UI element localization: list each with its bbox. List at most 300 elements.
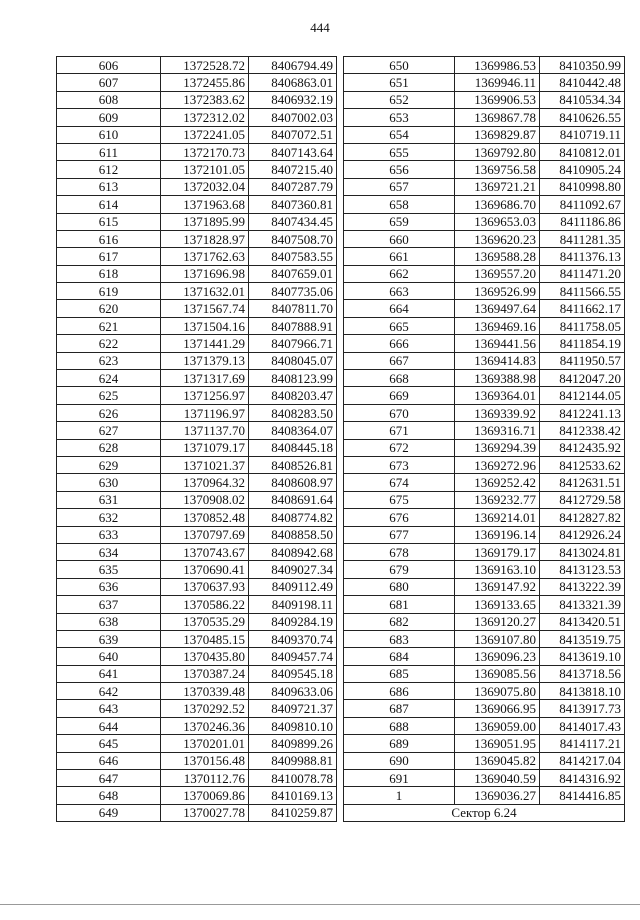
table-row (344, 230, 625, 247)
point-number-cell: 667 (344, 352, 455, 369)
point-number-cell: 608 (57, 91, 161, 108)
point-number-cell: 653 (344, 109, 455, 126)
point-number-cell: 633 (57, 526, 161, 543)
point-number-cell: 676 (344, 509, 455, 526)
y-coordinate-cell: 8411758.05 (540, 317, 625, 334)
y-coordinate-cell: 8409457.74 (249, 648, 337, 665)
point-number-cell: 664 (344, 300, 455, 317)
point-number-cell: 619 (57, 283, 161, 300)
point-number-cell: 613 (57, 178, 161, 195)
x-coordinate-cell: 1369756.58 (455, 161, 540, 178)
y-coordinate-cell: 8413519.75 (540, 630, 625, 647)
table-row (344, 161, 625, 178)
point-number-cell: 635 (57, 561, 161, 578)
point-number-cell: 688 (344, 717, 455, 734)
table-row (57, 404, 337, 421)
point-number-cell: 615 (57, 213, 161, 230)
point-number-cell: 616 (57, 230, 161, 247)
x-coordinate-cell: 1371379.13 (161, 352, 249, 369)
x-coordinate-cell: 1370112.76 (161, 770, 249, 787)
x-coordinate-cell: 1371632.01 (161, 283, 249, 300)
point-number-cell: 618 (57, 265, 161, 282)
y-coordinate-cell: 8408123.99 (249, 370, 337, 387)
point-number-cell: 1 (344, 787, 455, 804)
point-number-cell: 614 (57, 196, 161, 213)
y-coordinate-cell: 8409721.37 (249, 700, 337, 717)
point-number-cell: 662 (344, 265, 455, 282)
y-coordinate-cell: 8407811.70 (249, 300, 337, 317)
x-coordinate-cell: 1369469.16 (455, 317, 540, 334)
table-row (344, 770, 625, 787)
y-coordinate-cell: 8413619.10 (540, 648, 625, 665)
table-row (57, 161, 337, 178)
y-coordinate-cell: 8406932.19 (249, 91, 337, 108)
table-row (344, 700, 625, 717)
y-coordinate-cell: 8409284.19 (249, 613, 337, 630)
table-row (57, 213, 337, 230)
point-number-cell: 657 (344, 178, 455, 195)
x-coordinate-cell: 1369620.23 (455, 230, 540, 247)
table-row (57, 630, 337, 647)
table-row (344, 317, 625, 334)
table-row (57, 700, 337, 717)
table-row (344, 91, 625, 108)
table-row (344, 126, 625, 143)
y-coordinate-cell: 8412338.42 (540, 422, 625, 439)
x-coordinate-cell: 1369232.77 (455, 491, 540, 508)
point-number-cell: 630 (57, 474, 161, 491)
point-number-cell: 678 (344, 543, 455, 560)
y-coordinate-cell: 8412435.92 (540, 439, 625, 456)
point-number-cell: 637 (57, 596, 161, 613)
table-row (344, 752, 625, 769)
x-coordinate-cell: 1371895.99 (161, 213, 249, 230)
point-number-cell: 625 (57, 387, 161, 404)
point-number-cell: 638 (57, 613, 161, 630)
point-number-cell: 648 (57, 787, 161, 804)
point-number-cell: 610 (57, 126, 161, 143)
x-coordinate-cell: 1370201.01 (161, 735, 249, 752)
point-number-cell: 651 (344, 74, 455, 91)
x-coordinate-cell: 1369829.87 (455, 126, 540, 143)
table-row (344, 370, 625, 387)
y-coordinate-cell: 8412827.82 (540, 509, 625, 526)
table-row (57, 91, 337, 108)
page-number: 444 (310, 20, 330, 35)
table-row (57, 335, 337, 352)
point-number-cell: 643 (57, 700, 161, 717)
y-coordinate-cell: 8413222.39 (540, 578, 625, 595)
y-coordinate-cell: 8406794.49 (249, 57, 337, 74)
x-coordinate-cell: 1370797.69 (161, 526, 249, 543)
x-coordinate-cell: 1370069.86 (161, 787, 249, 804)
point-number-cell: 680 (344, 578, 455, 595)
x-coordinate-cell: 1369075.80 (455, 683, 540, 700)
point-number-cell: 626 (57, 404, 161, 421)
y-coordinate-cell: 8407143.64 (249, 143, 337, 160)
table-row (344, 509, 625, 526)
x-coordinate-cell: 1369316.71 (455, 422, 540, 439)
table-row (57, 248, 337, 265)
point-number-cell: 647 (57, 770, 161, 787)
table-row (344, 335, 625, 352)
table-row (57, 74, 337, 91)
point-number-cell: 675 (344, 491, 455, 508)
point-number-cell: 665 (344, 317, 455, 334)
point-number-cell: 634 (57, 543, 161, 560)
point-number-cell: 645 (57, 735, 161, 752)
table-row (57, 613, 337, 630)
table-row (344, 665, 625, 682)
y-coordinate-cell: 8410442.48 (540, 74, 625, 91)
point-number-cell: 654 (344, 126, 455, 143)
table-row (344, 543, 625, 560)
y-coordinate-cell: 8407659.01 (249, 265, 337, 282)
x-coordinate-cell: 1369686.70 (455, 196, 540, 213)
y-coordinate-cell: 8414117.21 (540, 735, 625, 752)
point-number-cell: 636 (57, 578, 161, 595)
x-coordinate-cell: 1369497.64 (455, 300, 540, 317)
x-coordinate-cell: 1369653.03 (455, 213, 540, 230)
point-number-cell: 677 (344, 526, 455, 543)
y-coordinate-cell: 8411092.67 (540, 196, 625, 213)
x-coordinate-cell: 1369526.99 (455, 283, 540, 300)
table-row (57, 283, 337, 300)
x-coordinate-cell: 1369339.92 (455, 404, 540, 421)
table-row (57, 491, 337, 508)
table-row (57, 787, 337, 804)
table-row (344, 74, 625, 91)
x-coordinate-cell: 1369946.11 (455, 74, 540, 91)
table-row (57, 526, 337, 543)
point-number-cell: 672 (344, 439, 455, 456)
x-coordinate-cell: 1370743.67 (161, 543, 249, 560)
point-number-cell: 632 (57, 509, 161, 526)
y-coordinate-cell: 8407287.79 (249, 178, 337, 195)
point-number-cell: 690 (344, 752, 455, 769)
table-row (344, 387, 625, 404)
point-number-cell: 641 (57, 665, 161, 682)
x-coordinate-cell: 1371196.97 (161, 404, 249, 421)
table-row (344, 248, 625, 265)
table-row (57, 561, 337, 578)
x-coordinate-cell: 1371441.29 (161, 335, 249, 352)
y-coordinate-cell: 8410812.01 (540, 143, 625, 160)
y-coordinate-cell: 8412533.62 (540, 456, 625, 473)
point-number-cell: 609 (57, 109, 161, 126)
x-coordinate-cell: 1370535.29 (161, 613, 249, 630)
x-coordinate-cell: 1371828.97 (161, 230, 249, 247)
table-row (344, 787, 625, 804)
table-row (344, 265, 625, 282)
point-number-cell: 640 (57, 648, 161, 665)
y-coordinate-cell: 8410719.11 (540, 126, 625, 143)
x-coordinate-cell: 1370156.48 (161, 752, 249, 769)
table-row (57, 265, 337, 282)
y-coordinate-cell: 8407002.03 (249, 109, 337, 126)
x-coordinate-cell: 1369792.80 (455, 143, 540, 160)
y-coordinate-cell: 8412241.13 (540, 404, 625, 421)
x-coordinate-cell: 1370387.24 (161, 665, 249, 682)
x-coordinate-cell: 1369986.53 (455, 57, 540, 74)
table-row (57, 196, 337, 213)
point-number-cell: 669 (344, 387, 455, 404)
point-number-cell: 620 (57, 300, 161, 317)
y-coordinate-cell: 8412631.51 (540, 474, 625, 491)
y-coordinate-cell: 8414416.85 (540, 787, 625, 804)
x-coordinate-cell: 1369906.53 (455, 91, 540, 108)
y-coordinate-cell: 8407888.91 (249, 317, 337, 334)
point-number-cell: 686 (344, 683, 455, 700)
y-coordinate-cell: 8410259.87 (249, 804, 337, 821)
y-coordinate-cell: 8407966.71 (249, 335, 337, 352)
point-number-cell: 661 (344, 248, 455, 265)
table-row (57, 717, 337, 734)
table-row (57, 178, 337, 195)
y-coordinate-cell: 8413420.51 (540, 613, 625, 630)
x-coordinate-cell: 1369096.23 (455, 648, 540, 665)
point-number-cell: 689 (344, 735, 455, 752)
table-row (344, 735, 625, 752)
table-row (344, 613, 625, 630)
point-number-cell: 682 (344, 613, 455, 630)
point-number-cell: 652 (344, 91, 455, 108)
x-coordinate-cell: 1369588.28 (455, 248, 540, 265)
table-row (344, 300, 625, 317)
table-row (344, 109, 625, 126)
sector-label: Сектор 6.24 (344, 804, 625, 821)
x-coordinate-cell: 1371696.98 (161, 265, 249, 282)
x-coordinate-cell: 1369040.59 (455, 770, 540, 787)
table-row (344, 404, 625, 421)
y-coordinate-cell: 8414217.04 (540, 752, 625, 769)
table-row (57, 126, 337, 143)
point-number-cell: 650 (344, 57, 455, 74)
x-coordinate-cell: 1370292.52 (161, 700, 249, 717)
y-coordinate-cell: 8412047.20 (540, 370, 625, 387)
x-coordinate-cell: 1371137.70 (161, 422, 249, 439)
point-number-cell: 621 (57, 317, 161, 334)
y-coordinate-cell: 8408774.82 (249, 509, 337, 526)
y-coordinate-cell: 8410078.78 (249, 770, 337, 787)
sector-caption-row (344, 804, 625, 821)
x-coordinate-cell: 1372455.86 (161, 74, 249, 91)
y-coordinate-cell: 8414017.43 (540, 717, 625, 734)
table-row (344, 474, 625, 491)
table-row (344, 456, 625, 473)
x-coordinate-cell: 1371762.63 (161, 248, 249, 265)
y-coordinate-cell: 8408045.07 (249, 352, 337, 369)
x-coordinate-cell: 1371963.68 (161, 196, 249, 213)
table-row (344, 143, 625, 160)
x-coordinate-cell: 1369107.80 (455, 630, 540, 647)
x-coordinate-cell: 1369059.00 (455, 717, 540, 734)
y-coordinate-cell: 8407215.40 (249, 161, 337, 178)
point-number-cell: 683 (344, 630, 455, 647)
y-coordinate-cell: 8408364.07 (249, 422, 337, 439)
table-row (57, 683, 337, 700)
table-row (57, 317, 337, 334)
table-row (57, 509, 337, 526)
point-number-cell: 612 (57, 161, 161, 178)
y-coordinate-cell: 8408203.47 (249, 387, 337, 404)
table-row (344, 683, 625, 700)
y-coordinate-cell: 8409899.26 (249, 735, 337, 752)
y-coordinate-cell: 8408942.68 (249, 543, 337, 560)
x-coordinate-cell: 1372312.02 (161, 109, 249, 126)
point-number-cell: 628 (57, 439, 161, 456)
point-number-cell: 656 (344, 161, 455, 178)
y-coordinate-cell: 8408691.64 (249, 491, 337, 508)
table-row (57, 543, 337, 560)
point-number-cell: 663 (344, 283, 455, 300)
point-number-cell: 607 (57, 74, 161, 91)
x-coordinate-cell: 1371079.17 (161, 439, 249, 456)
point-number-cell: 606 (57, 57, 161, 74)
table-row (344, 648, 625, 665)
table-row (57, 474, 337, 491)
y-coordinate-cell: 8412926.24 (540, 526, 625, 543)
y-coordinate-cell: 8409198.11 (249, 596, 337, 613)
point-number-cell: 611 (57, 143, 161, 160)
x-coordinate-cell: 1369557.20 (455, 265, 540, 282)
x-coordinate-cell: 1369214.01 (455, 509, 540, 526)
x-coordinate-cell: 1370908.02 (161, 491, 249, 508)
table-row (57, 143, 337, 160)
y-coordinate-cell: 8410905.24 (540, 161, 625, 178)
point-number-cell: 681 (344, 596, 455, 613)
point-number-cell: 649 (57, 804, 161, 821)
y-coordinate-cell: 8410998.80 (540, 178, 625, 195)
y-coordinate-cell: 8412729.58 (540, 491, 625, 508)
y-coordinate-cell: 8413718.56 (540, 665, 625, 682)
table-row (344, 526, 625, 543)
point-number-cell: 655 (344, 143, 455, 160)
table-row (344, 630, 625, 647)
point-number-cell: 623 (57, 352, 161, 369)
x-coordinate-cell: 1369414.83 (455, 352, 540, 369)
y-coordinate-cell: 8408283.50 (249, 404, 337, 421)
x-coordinate-cell: 1369867.78 (455, 109, 540, 126)
point-number-cell: 659 (344, 213, 455, 230)
table-row (57, 439, 337, 456)
table-row (57, 804, 337, 821)
point-number-cell: 617 (57, 248, 161, 265)
x-coordinate-cell: 1370435.80 (161, 648, 249, 665)
table-row (344, 717, 625, 734)
y-coordinate-cell: 8411662.17 (540, 300, 625, 317)
table-row (57, 230, 337, 247)
y-coordinate-cell: 8413123.53 (540, 561, 625, 578)
x-coordinate-cell: 1371504.16 (161, 317, 249, 334)
x-coordinate-cell: 1369045.82 (455, 752, 540, 769)
table-row (344, 178, 625, 195)
y-coordinate-cell: 8409370.74 (249, 630, 337, 647)
table-row (57, 735, 337, 752)
y-coordinate-cell: 8408445.18 (249, 439, 337, 456)
table-row (344, 196, 625, 213)
x-coordinate-cell: 1369294.39 (455, 439, 540, 456)
y-coordinate-cell: 8411281.35 (540, 230, 625, 247)
x-coordinate-cell: 1370964.32 (161, 474, 249, 491)
x-coordinate-cell: 1371256.97 (161, 387, 249, 404)
x-coordinate-cell: 1370852.48 (161, 509, 249, 526)
table-row (57, 665, 337, 682)
table-row (57, 578, 337, 595)
point-number-cell: 644 (57, 717, 161, 734)
y-coordinate-cell: 8410169.13 (249, 787, 337, 804)
x-coordinate-cell: 1371317.69 (161, 370, 249, 387)
table-row (344, 596, 625, 613)
point-number-cell: 670 (344, 404, 455, 421)
table-row (344, 352, 625, 369)
y-coordinate-cell: 8407583.55 (249, 248, 337, 265)
y-coordinate-cell: 8410534.34 (540, 91, 625, 108)
y-coordinate-cell: 8409027.34 (249, 561, 337, 578)
x-coordinate-cell: 1369066.95 (455, 700, 540, 717)
x-coordinate-cell: 1370339.48 (161, 683, 249, 700)
y-coordinate-cell: 8410350.99 (540, 57, 625, 74)
point-number-cell: 629 (57, 456, 161, 473)
x-coordinate-cell: 1369179.17 (455, 543, 540, 560)
point-number-cell: 668 (344, 370, 455, 387)
x-coordinate-cell: 1371567.74 (161, 300, 249, 317)
table-row (344, 213, 625, 230)
table-row (57, 387, 337, 404)
point-number-cell: 671 (344, 422, 455, 439)
point-number-cell: 622 (57, 335, 161, 352)
x-coordinate-cell: 1369721.21 (455, 178, 540, 195)
point-number-cell: 687 (344, 700, 455, 717)
point-number-cell: 646 (57, 752, 161, 769)
point-number-cell: 674 (344, 474, 455, 491)
y-coordinate-cell: 8407434.45 (249, 213, 337, 230)
y-coordinate-cell: 8409810.10 (249, 717, 337, 734)
y-coordinate-cell: 8407360.81 (249, 196, 337, 213)
point-number-cell: 685 (344, 665, 455, 682)
point-number-cell: 642 (57, 683, 161, 700)
x-coordinate-cell: 1369388.98 (455, 370, 540, 387)
table-row (57, 422, 337, 439)
point-number-cell: 624 (57, 370, 161, 387)
point-number-cell: 639 (57, 630, 161, 647)
y-coordinate-cell: 8408526.81 (249, 456, 337, 473)
y-coordinate-cell: 8409112.49 (249, 578, 337, 595)
table-row (57, 109, 337, 126)
x-coordinate-cell: 1372170.73 (161, 143, 249, 160)
table-row (344, 57, 625, 74)
x-coordinate-cell: 1370485.15 (161, 630, 249, 647)
x-coordinate-cell: 1369133.65 (455, 596, 540, 613)
y-coordinate-cell: 8413024.81 (540, 543, 625, 560)
table-row (344, 561, 625, 578)
y-coordinate-cell: 8408608.97 (249, 474, 337, 491)
y-coordinate-cell: 8412144.05 (540, 387, 625, 404)
page-bottom-rule (0, 904, 640, 905)
coordinates-table-right (343, 56, 625, 822)
y-coordinate-cell: 8410626.55 (540, 109, 625, 126)
x-coordinate-cell: 1369036.27 (455, 787, 540, 804)
y-coordinate-cell: 8407508.70 (249, 230, 337, 247)
point-number-cell: 631 (57, 491, 161, 508)
y-coordinate-cell: 8413917.73 (540, 700, 625, 717)
y-coordinate-cell: 8407735.06 (249, 283, 337, 300)
point-number-cell: 660 (344, 230, 455, 247)
table-row (344, 439, 625, 456)
y-coordinate-cell: 8411376.13 (540, 248, 625, 265)
x-coordinate-cell: 1372101.05 (161, 161, 249, 178)
x-coordinate-cell: 1372241.05 (161, 126, 249, 143)
